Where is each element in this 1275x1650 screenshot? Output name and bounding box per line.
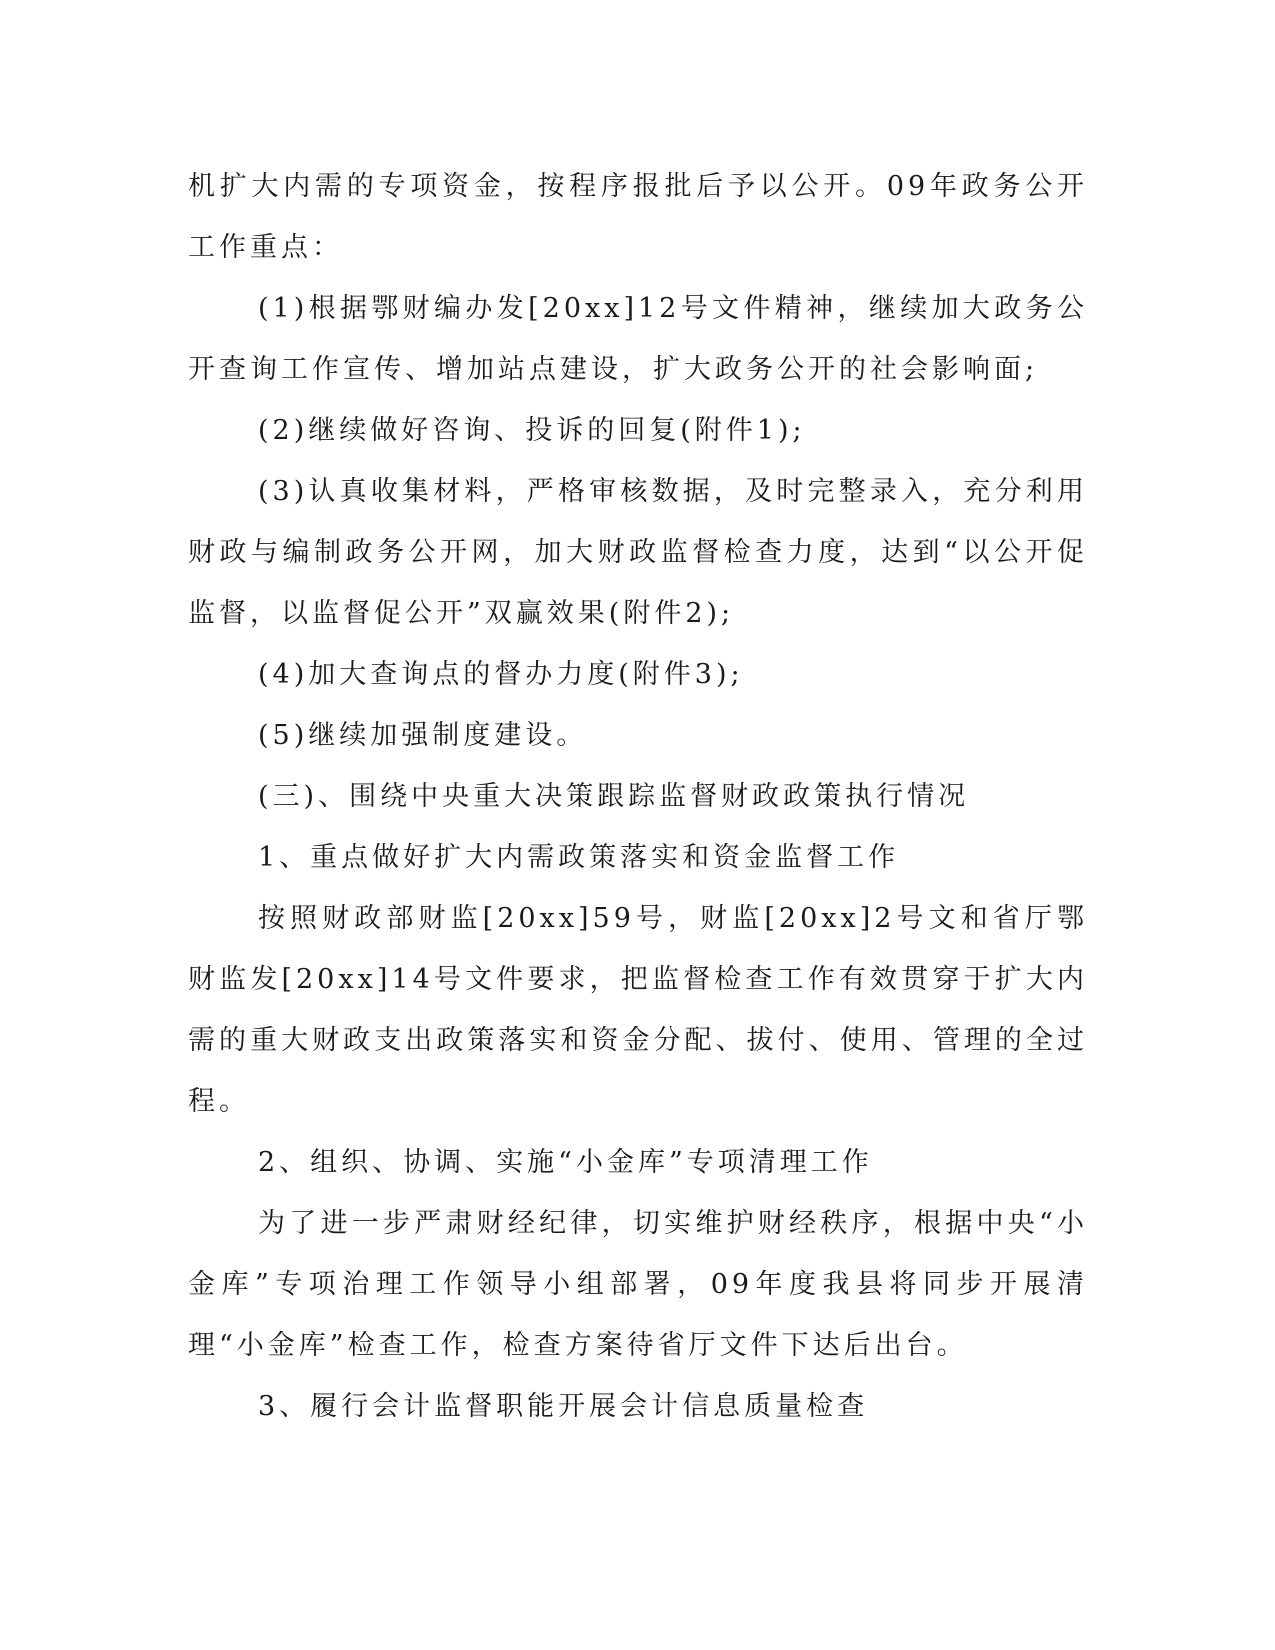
subheading-3: 3、履行会计监督职能开展会计信息质量检查	[258, 1391, 869, 1422]
paragraph-9: 按照财政部财监[20xx]59号，财监[20xx]2号文和省厅鄂财监发[20xx]14号文件要求，把监督检查工作有效贯穿于扩大内需的重大财政支出政策落实和资金分配、拔付、使用、管理的全过程。	[188, 903, 1088, 1117]
paragraph-6: (5)继续加强制度建设。	[258, 720, 588, 751]
paragraph-3: (2)继续做好咨询、投诉的回复(附件1);	[258, 415, 806, 446]
section-heading-3: (三)、围绕中央重大决策跟踪监督财政政策执行情况	[258, 781, 970, 812]
document-body	[188, 156, 1088, 1437]
paragraph-4: (3)认真收集材料，严格审核数据，及时完整录入，充分利用财政与编制政务公开网，加大财政监督检查力度，达到“以公开促监督，以监督促公开”双赢效果(附件2);	[188, 476, 1088, 629]
paragraph-11: 为了进一步严肃财经纪律，切实维护财经秩序，根据中央“小金库”专项治理工作领导小组部署，09年度我县将同步开展清理“小金库”检查工作，检查方案待省厅文件下达后出台。	[188, 1208, 1088, 1361]
subheading-1: 1、重点做好扩大内需政策落实和资金监督工作	[258, 842, 900, 873]
paragraph-2: (1)根据鄂财编办发[20xx]12号文件精神，继续加大政务公开查询工作宣传、增加站点建设，扩大政务公开的社会影响面;	[188, 293, 1088, 385]
paragraph-5: (4)加大查询点的督办力度(附件3);	[258, 659, 744, 690]
paragraph-1: 机扩大内需的专项资金，按程序报批后予以公开。09年政务公开工作重点：	[188, 171, 1088, 263]
subheading-2: 2、组织、协调、实施“小金库”专项清理工作	[258, 1147, 873, 1178]
